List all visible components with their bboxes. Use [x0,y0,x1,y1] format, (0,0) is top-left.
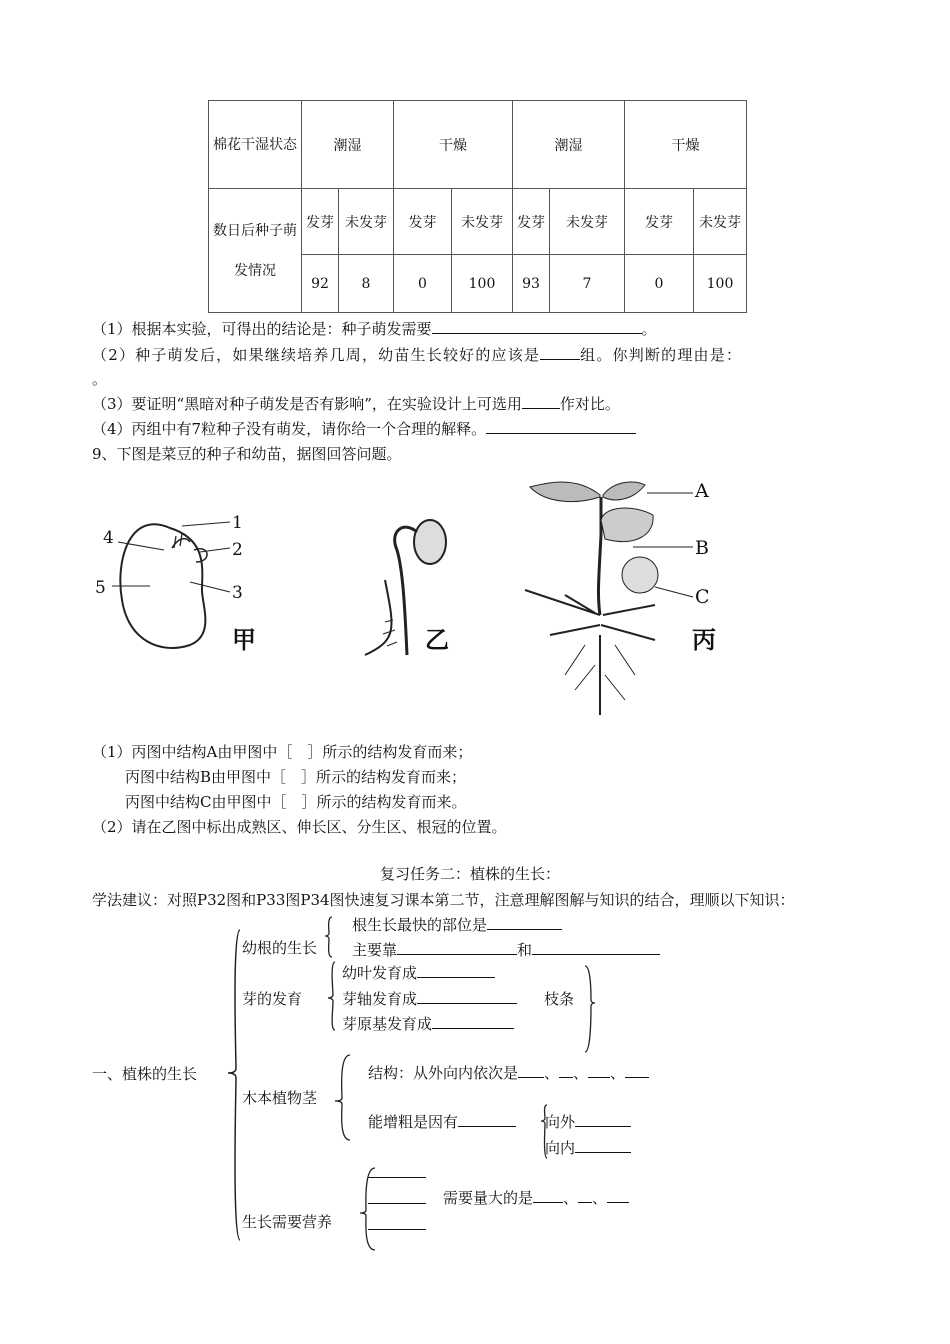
q8-item-4-text: （4）丙组中有7粒种子没有萌发，请你给一个合理的解释。 [92,420,487,438]
outline-need-text: 需要量大的是 [443,1189,534,1207]
table-sub-label: 未发芽 [452,189,513,255]
outline-stem-1 [368,1062,649,1083]
table-header-cotton: 棉花干湿状态 [209,101,302,189]
outline-branch: 枝条 [544,990,575,1008]
outline-bud-3-text: 芽原基发育成 [342,1015,433,1033]
q8-item-1: （1）根据本实验，可得出的结论是：种子萌发需要 。 [92,320,657,338]
answer-blank[interactable] [607,1188,629,1203]
table-header-result: 数日后种子萌发情况 [209,189,302,313]
answer-blank[interactable] [532,940,660,955]
answer-blank[interactable] [417,989,517,1004]
answer-blank[interactable] [559,1063,573,1078]
table-value: 100 [694,255,747,313]
table-cell: 干燥 [394,101,513,189]
q8-item-3-text: （3）要证明“黑暗对种子萌发是否有影响”，在实验设计上可选用 [92,395,522,413]
answer-blank[interactable] [458,1112,516,1127]
label-3: 3 [232,583,243,603]
outline-bud-2-text: 芽轴发育成 [342,990,418,1008]
outline-main: 一、植株的生长 [92,1065,198,1083]
sep: 、 [573,1064,589,1082]
answer-blank[interactable] [487,915,562,930]
label-C: C [695,586,710,608]
table-sub-label: 未发芽 [694,189,747,255]
label-5: 5 [95,578,106,598]
sep: 、 [610,1064,626,1082]
table-sub-label: 发芽 [302,189,339,255]
sep: 、 [592,1189,608,1207]
outline-stem: 木本植物茎 [242,1089,318,1107]
table-value: 93 [513,255,550,313]
sep: 、 [544,1064,560,1082]
q8-item-2-text: （2）种子萌发后，如果继续培养几周，幼苗生长较好的应该是 [92,346,541,364]
q8-item-2-text-b: 组。你判断的理由是： [580,346,743,364]
answer-blank[interactable] [417,963,495,978]
outline-in-text: 向内 [545,1139,576,1157]
outline-bud: 芽的发育 [242,990,303,1008]
outline-root: 幼根的生长 [242,939,318,957]
outline-stem-1-text: 结构：从外向内依次是 [368,1064,519,1082]
label-B: B [695,537,709,559]
label-A: A [695,480,709,502]
answer-blank[interactable] [575,1112,631,1127]
outline-root-1-text: 根生长最快的部位是 [352,916,488,934]
answer-blank[interactable] [533,1188,563,1203]
table-sub-label: 发芽 [625,189,694,255]
answer-blank[interactable] [432,1014,514,1029]
answer-blank[interactable] [397,940,517,955]
answer-blank[interactable] [368,1189,426,1204]
table-cell: 潮湿 [302,101,394,189]
table-sub-label: 发芽 [513,189,550,255]
outline-bud-1-text: 幼叶发育成 [342,964,418,982]
outline-nutrition: 生长需要营养 [242,1213,333,1231]
q9-item-1b: 丙图中结构B由甲图中［ ］所示的结构发育而来； [125,768,467,786]
sep: 、 [563,1189,579,1207]
outline-root-2-text: 主要靠 [352,941,398,959]
answer-blank[interactable] [518,1063,544,1078]
answer-blank[interactable] [578,1188,592,1203]
caption-jia: 甲 [232,625,256,654]
table-cell: 干燥 [625,101,747,189]
table-value: 92 [302,255,339,313]
table-sub-label: 未发芽 [339,189,394,255]
table-value: 0 [394,255,452,313]
outline-root-2 [352,939,660,960]
table-value: 8 [339,255,394,313]
table-sub-label: 未发芽 [550,189,625,255]
q9-item-1: （1）丙图中结构A由甲图中［ ］所示的结构发育而来； [92,743,473,761]
answer-blank[interactable] [625,1063,649,1078]
outline-and: 和 [517,941,533,959]
q8-item-1-text: （1）根据本实验，可得出的结论是：种子萌发需要 [92,320,432,338]
table-value: 0 [625,255,694,313]
label-2: 2 [232,540,243,560]
answer-blank[interactable] [368,1163,426,1178]
q8-item-2-end: 。 [92,370,108,388]
q8-item-3-text-b: 作对比。 [559,395,620,413]
outline-out [545,1111,631,1132]
outline-in [545,1137,631,1158]
answer-blank[interactable] [368,1215,426,1230]
table-value: 100 [452,255,513,313]
label-1: 1 [232,513,243,533]
outline-stem-2-text: 能增粗是因有 [368,1113,459,1131]
table-cell: 潮湿 [513,101,625,189]
q9-item-1c: 丙图中结构C由甲图中［ ］所示的结构发育而来。 [125,793,467,811]
outline-out-text: 向外 [545,1113,576,1131]
outline-bud-1 [342,962,495,983]
q9-item-2: （2）请在乙图中标出成熟区、伸长区、分生区、根冠的位置。 [92,818,507,836]
outline-stem-2 [368,1111,516,1132]
q9-title: 9、下图是菜豆的种子和幼苗，据图回答问题。 [92,445,402,463]
outline-need [443,1187,629,1208]
caption-bing: 丙 [692,625,716,654]
study-advice: 学法建议：对照P32图和P33图P34图快速复习课本第二节，注意理解图解与知识的结合，理顺以下知识： [92,891,795,909]
answer-blank[interactable] [588,1063,610,1078]
table-sub-label: 发芽 [394,189,452,255]
label-4: 4 [103,528,114,548]
caption-yi: 乙 [425,625,449,654]
table-value: 7 [550,255,625,313]
outline-root-1 [352,914,562,935]
outline-bud-3 [342,1013,514,1034]
answer-blank[interactable] [575,1138,631,1153]
outline-bud-2 [342,988,517,1009]
review-title: 复习任务二：植株的生长： [380,865,561,883]
